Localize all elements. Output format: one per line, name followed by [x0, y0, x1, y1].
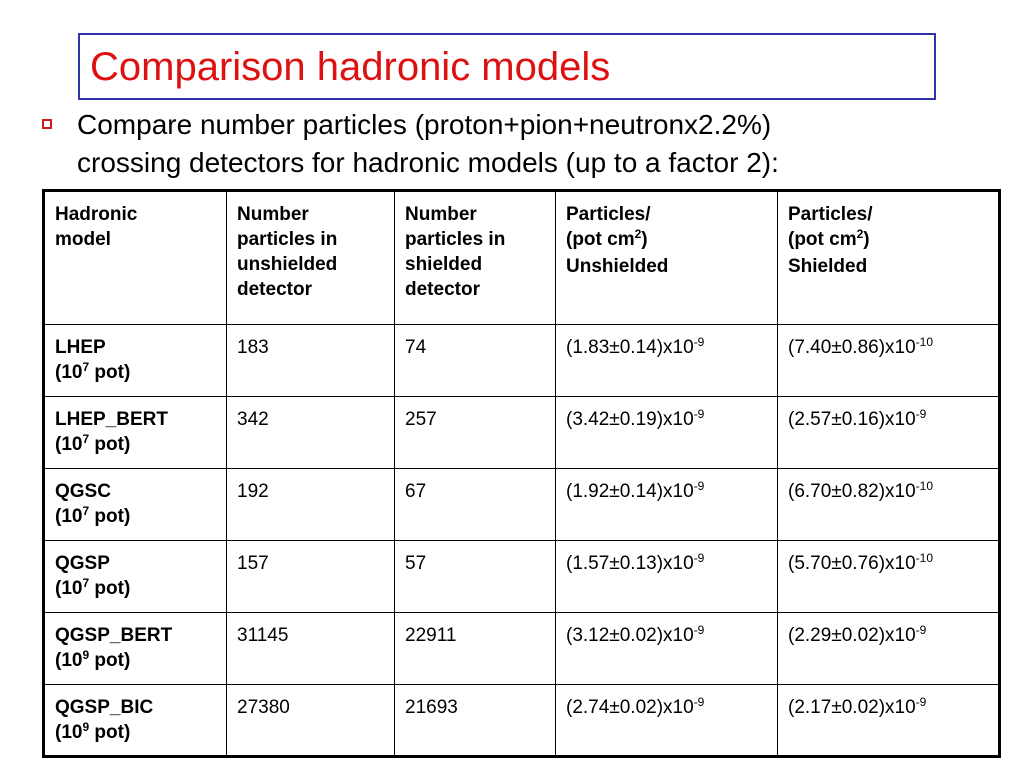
value-exponent: -9: [693, 335, 705, 349]
model-name: QGSP_BERT: [55, 625, 173, 646]
shielded-density-cell: [778, 685, 1000, 757]
model-pot: [55, 576, 216, 601]
shielded-density-cell: [778, 397, 1000, 469]
value-exponent: -9: [693, 551, 705, 565]
table-row: [44, 613, 1000, 685]
model-cell: [44, 613, 227, 685]
model-pot: [55, 648, 216, 673]
table-header-row: [44, 191, 1000, 325]
pot-exponent: 9: [82, 648, 90, 662]
slide-title: Comparison hadronic models: [90, 45, 611, 89]
unshielded-density-cell: [556, 685, 778, 757]
shielded-count-cell: 57: [395, 541, 556, 613]
table-row: [44, 541, 1000, 613]
unshielded-density-cell: [556, 397, 778, 469]
header-text: particles in: [405, 229, 506, 250]
shielded-count-cell: 74: [395, 325, 556, 397]
model-cell: [44, 685, 227, 757]
model-cell: [44, 469, 227, 541]
model-name: QGSP: [55, 553, 110, 574]
header-unshielded-count: [227, 191, 395, 325]
model-name: LHEP_BERT: [55, 409, 168, 430]
unshielded-density-cell: [556, 541, 778, 613]
bullet-line-1: Compare number particles (proton+pion+neutronx2.2%): [77, 109, 772, 140]
shielded-density-cell: [778, 613, 1000, 685]
header-text: detector: [405, 279, 480, 300]
value-exponent: -9: [693, 623, 705, 637]
shielded-count-cell: 67: [395, 469, 556, 541]
hollow-square-bullet-icon: [42, 119, 52, 129]
value-exponent: -9: [693, 479, 705, 493]
pot-base: (10: [55, 578, 83, 599]
unshielded-count-cell: 342: [227, 397, 395, 469]
pot-unit: pot): [89, 722, 131, 743]
value-base: (5.70±0.76)x10: [788, 553, 916, 574]
value-base: (2.74±0.02)x10: [566, 697, 694, 718]
model-name: QGSP_BIC: [55, 697, 154, 718]
header-shielded-count: [395, 191, 556, 325]
header-text: unshielded: [237, 254, 338, 275]
unshielded-count-cell: 192: [227, 469, 395, 541]
header-text: Number: [405, 204, 477, 225]
value-base: (1.92±0.14)x10: [566, 481, 694, 502]
value-base: (6.70±0.82)x10: [788, 481, 916, 502]
bullet-text: [77, 106, 997, 182]
pot-unit: pot): [89, 434, 131, 455]
table-row: [44, 469, 1000, 541]
header-text: detector: [237, 279, 312, 300]
value-exponent: -10: [915, 551, 934, 565]
shielded-count-cell: 22911: [395, 613, 556, 685]
value-exponent: -9: [693, 407, 705, 421]
model-pot: [55, 504, 216, 529]
header-text: Unshielded: [566, 256, 669, 277]
pot-unit: pot): [89, 362, 131, 383]
unshielded-density-cell: [556, 469, 778, 541]
table-row: [44, 397, 1000, 469]
pot-base: (10: [55, 362, 83, 383]
header-text: Particles/: [788, 204, 873, 225]
value-exponent: -10: [915, 335, 934, 349]
table-row: [44, 685, 1000, 757]
header-unit-base: (pot cm: [566, 229, 635, 250]
header-unit-end: ): [863, 229, 870, 250]
unshielded-count-cell: 183: [227, 325, 395, 397]
pot-base: (10: [55, 650, 83, 671]
value-exponent: -10: [915, 479, 934, 493]
value-exponent: -9: [915, 623, 927, 637]
value-base: (1.83±0.14)x10: [566, 337, 694, 358]
shielded-density-cell: [778, 469, 1000, 541]
value-exponent: -9: [693, 695, 705, 709]
model-cell: [44, 541, 227, 613]
header-text: Shielded: [788, 256, 868, 277]
model-name: QGSC: [55, 481, 111, 502]
unshielded-density-cell: [556, 613, 778, 685]
header-unit-end: ): [641, 229, 648, 250]
pot-unit: pot): [89, 650, 131, 671]
value-exponent: -9: [915, 695, 927, 709]
value-exponent: -9: [915, 407, 927, 421]
unshielded-density-cell: [556, 325, 778, 397]
pot-exponent: 7: [82, 360, 90, 374]
pot-unit: pot): [89, 506, 131, 527]
title-box: [78, 33, 936, 100]
value-base: (7.40±0.86)x10: [788, 337, 916, 358]
shielded-density-cell: [778, 325, 1000, 397]
header-hadronic-model: [44, 191, 227, 325]
model-cell: [44, 397, 227, 469]
header-unshielded-density: [556, 191, 778, 325]
model-name: LHEP: [55, 337, 106, 358]
header-text: particles in: [237, 229, 338, 250]
header-unit: [788, 227, 988, 252]
unshielded-count-cell: 157: [227, 541, 395, 613]
header-text: model: [55, 229, 111, 250]
pot-base: (10: [55, 722, 83, 743]
header-text: Particles/: [566, 204, 651, 225]
header-unit-exponent: 2: [856, 227, 864, 241]
unshielded-count-cell: 31145: [227, 613, 395, 685]
header-unit: [566, 227, 767, 252]
value-base: (2.29±0.02)x10: [788, 625, 916, 646]
header-shielded-density: [778, 191, 1000, 325]
shielded-count-cell: 257: [395, 397, 556, 469]
pot-base: (10: [55, 434, 83, 455]
header-unit-base: (pot cm: [788, 229, 857, 250]
pot-exponent: 7: [82, 504, 90, 518]
header-text: shielded: [405, 254, 483, 275]
model-pot: [55, 432, 216, 457]
model-pot: [55, 720, 216, 745]
value-base: (3.42±0.19)x10: [566, 409, 694, 430]
header-unit-exponent: 2: [634, 227, 642, 241]
pot-exponent: 7: [82, 432, 90, 446]
header-text: Hadronic: [55, 204, 138, 225]
comparison-table: [42, 189, 1001, 758]
value-base: (1.57±0.13)x10: [566, 553, 694, 574]
shielded-density-cell: [778, 541, 1000, 613]
pot-base: (10: [55, 506, 83, 527]
unshielded-count-cell: 27380: [227, 685, 395, 757]
value-base: (2.17±0.02)x10: [788, 697, 916, 718]
model-pot: [55, 360, 216, 385]
model-cell: [44, 325, 227, 397]
bullet-line-2: crossing detectors for hadronic models (up to a factor 2):: [77, 147, 779, 178]
table-row: [44, 325, 1000, 397]
pot-exponent: 9: [82, 720, 90, 734]
pot-unit: pot): [89, 578, 131, 599]
shielded-count-cell: 21693: [395, 685, 556, 757]
value-base: (3.12±0.02)x10: [566, 625, 694, 646]
value-base: (2.57±0.16)x10: [788, 409, 916, 430]
pot-exponent: 7: [82, 576, 90, 590]
header-text: Number: [237, 204, 309, 225]
